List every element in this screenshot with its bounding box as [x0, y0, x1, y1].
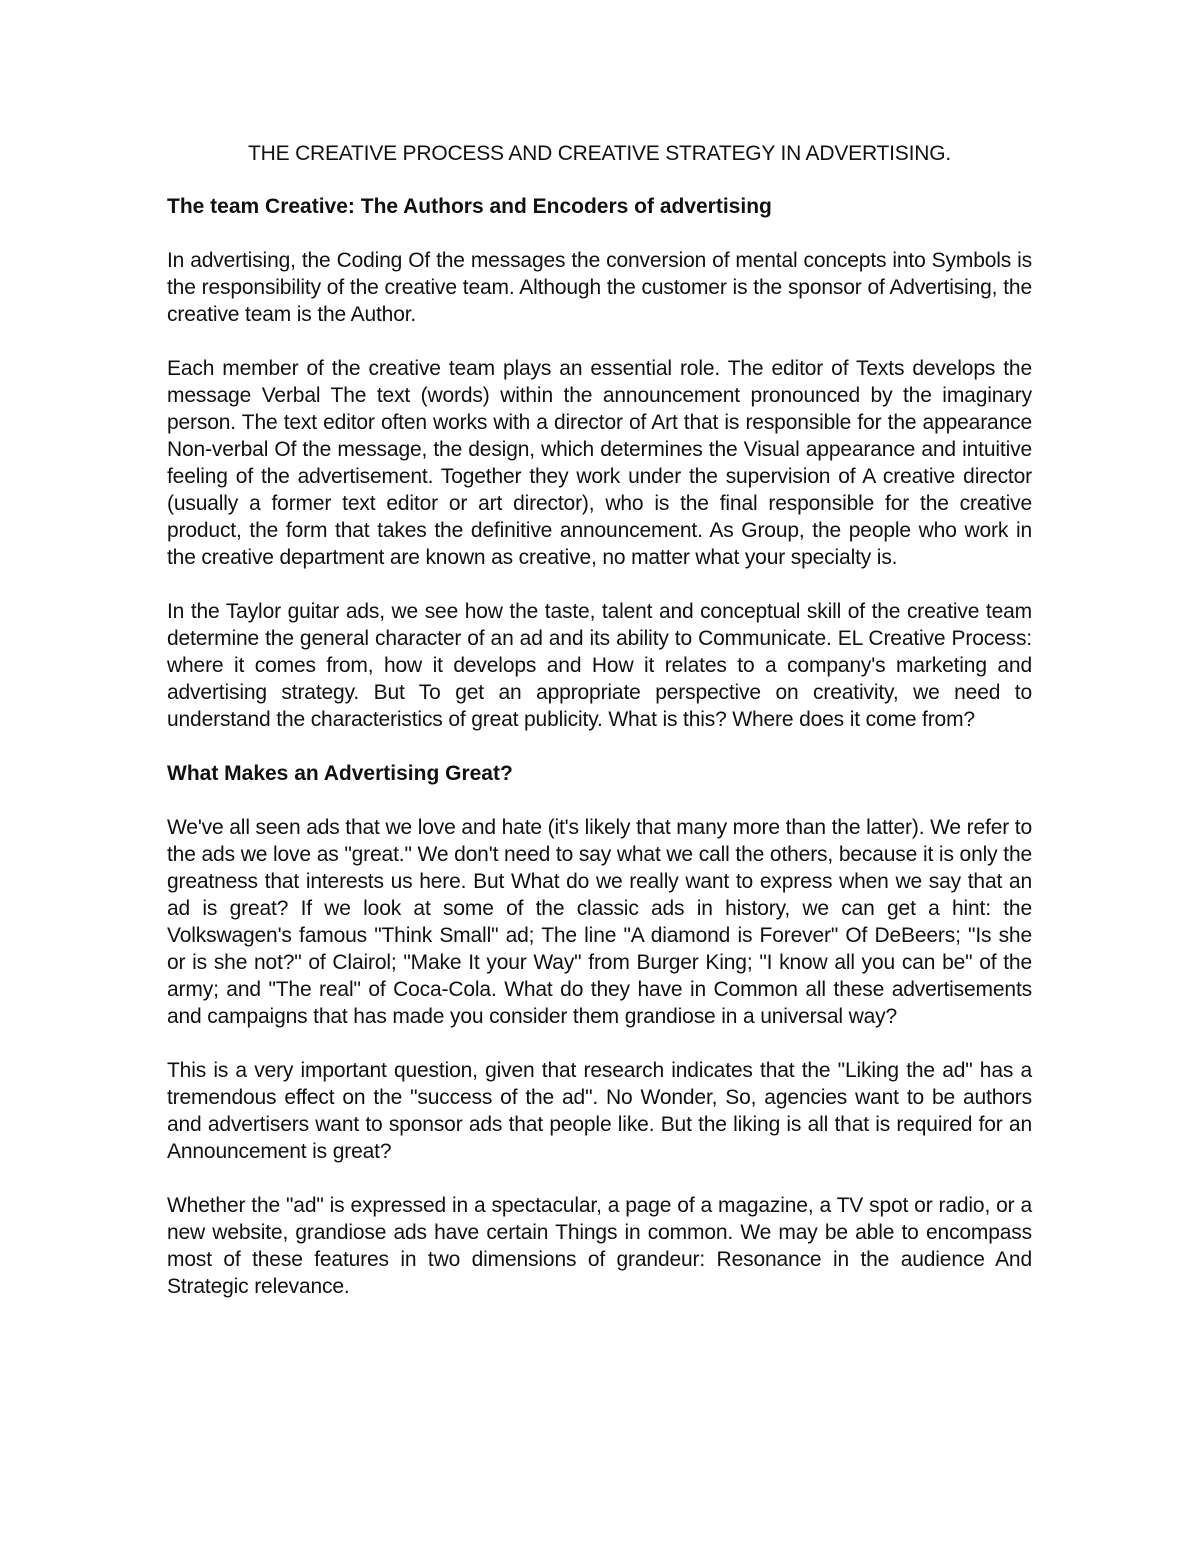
paragraph: Each member of the creative team plays an essential role. The editor of Texts develops the message Verbal The text (words) within the announcement pronounced by the imaginary person. The text editor often works with a director of Art that is responsible for the appearance Non-verbal Of the message, the design, which determines the Visual appearance and intuitive feeling of the advertisement. Together they work under the supervision of A creative director (usually a former text editor or art director), who is the final responsible for the creative product, the form that takes the definitive announcement. As Group, the people who work in the creative department are known as creative, no matter what your specialty is.: [167, 357, 1032, 569]
section-heading: The team Creative: The Authors and Encoders of advertising: [167, 195, 772, 218]
section-great-advertising: [167, 760, 1032, 1300]
section-heading: What Makes an Advertising Great?: [167, 762, 513, 785]
paragraph: We've all seen ads that we love and hate (it's likely that many more than the latter). We refer to the ads we love as "great." We don't need to say what we call the others, because it is only the greatness that interests us here. But What do we really want to express when we say that an ad is great? If we look at some of the classic ads in history, we can get a hint: the Volkswagen's famous "Think Small" ad; The line "A diamond is Forever" Of DeBeers; "Is she or is she not?" of Clairol; "Make It your Way" from Burger King; "I know all you can be" of the army; and "The real" of Coca-Cola. What do they have in Common all these advertisements and campaigns that has made you consider them grandiose in a universal way?: [167, 816, 1032, 1028]
paragraph: In the Taylor guitar ads, we see how the taste, talent and conceptual skill of the creative team determine the general character of an ad and its ability to Communicate. EL Creative Process: where it comes from, how it develops and How it relates to a company's marketing and advertising strategy. But To get an appropriate perspective on creativity, we need to understand the characteristics of great publicity. What is this? Where does it come from?: [167, 600, 1032, 731]
section-creative-team: [167, 193, 1032, 733]
document-title: THE CREATIVE PROCESS AND CREATIVE STRATEGY IN ADVERTISING.: [248, 142, 951, 165]
paragraph: In advertising, the Coding Of the messages the conversion of mental concepts into Symbols is the responsibility of the creative team. Although the customer is the sponsor of Advertising, the creative team is the Author.: [167, 249, 1032, 326]
paragraph: This is a very important question, given that research indicates that the "Liking the ad" has a tremendous effect on the "success of the ad". No Wonder, So, agencies want to be authors and advertisers want to sponsor ads that people like. But the liking is all that is required for an Announcement is great?: [167, 1059, 1032, 1163]
paragraph: Whether the "ad" is expressed in a spectacular, a page of a magazine, a TV spot or radio, or a new website, grandiose ads have certain Things in common. We may be able to encompass most of these features in two dimensions of grandeur: Resonance in the audience And Strategic relevance.: [167, 1194, 1032, 1298]
document-body: [167, 140, 1032, 1327]
